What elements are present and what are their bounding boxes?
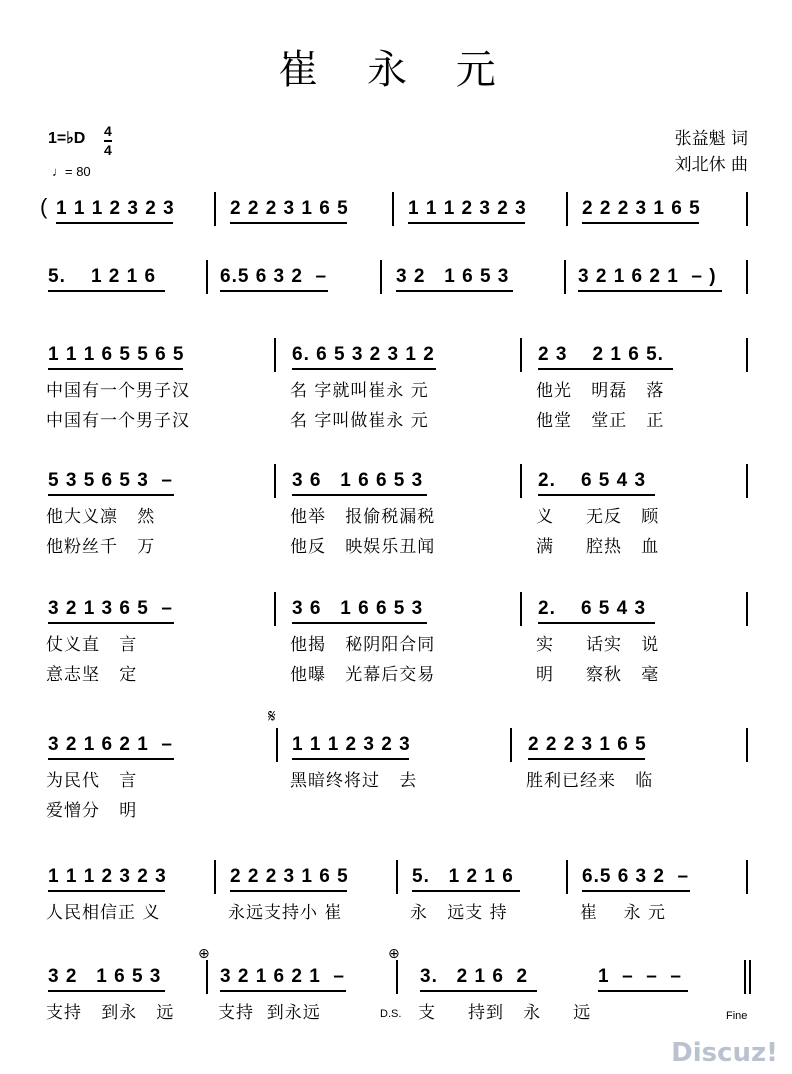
beam-line	[220, 990, 346, 992]
barline	[214, 860, 216, 894]
beam-line	[48, 622, 174, 624]
beam-line	[412, 890, 520, 892]
measure-notes: 3 2 1 6 2 1 –	[220, 966, 345, 987]
barline	[206, 260, 208, 294]
lyric-line-2: 名 字叫做崔永 元	[290, 411, 429, 431]
lyric-line-1: 永远支持小 崔	[228, 903, 343, 923]
barline	[274, 592, 276, 626]
tempo-marking: ♩= 80	[52, 164, 91, 179]
key-signature: 1=♭D	[48, 130, 86, 147]
measure-notes: 3 2 1 6 2 1 – )	[578, 266, 717, 287]
measure-notes: 5 3 5 6 5 3 –	[48, 470, 173, 491]
measure-notes: 2 3 2 1 6 5.	[538, 344, 664, 365]
measure-notes: 1 1 1 6 5 5 6 5	[48, 344, 185, 365]
lyric-line-2: 明 察秋 毫	[536, 665, 660, 685]
beam-line	[230, 890, 347, 892]
lyric-line-2: 他反 映娱乐丑闻	[290, 537, 436, 557]
lyric-line-2: 他粉丝千 万	[46, 537, 156, 557]
measure-notes: 5. 1 2 1 6	[412, 866, 514, 887]
beam-line	[48, 890, 165, 892]
lyric-line-2: 他曝 光幕后交易	[290, 665, 436, 685]
barline	[396, 860, 398, 894]
measure-notes: 1 1 1 2 3 2 3	[408, 198, 527, 219]
measure-notes: 1 1 1 2 3 2 3	[56, 198, 175, 219]
lyric-line-1: 永 远支 持	[410, 903, 508, 923]
lyric-line-1: 崔 永 元	[580, 903, 667, 923]
measure-notes: 3 6 1 6 6 5 3	[292, 598, 424, 619]
measure-notes: 6. 6 5 3 2 3 1 2	[292, 344, 435, 365]
beam-line	[396, 290, 513, 292]
lyric-line-1: 义 无反 顾	[536, 507, 660, 527]
lyric-line-1: 人民相信正 义	[46, 903, 161, 923]
barline	[744, 960, 746, 994]
barline	[746, 260, 748, 294]
measure-notes: 2 2 2 3 1 6 5	[582, 198, 701, 219]
barline	[276, 728, 278, 762]
lyric-line-2: 意志坚 定	[46, 665, 138, 685]
beam-line	[292, 368, 436, 370]
time-numerator: 4	[104, 123, 112, 139]
beam-line	[48, 368, 183, 370]
lyric-line-1: 名 字就叫崔永 元	[290, 381, 429, 401]
lyric-line-2: 他堂 堂正 正	[536, 411, 665, 431]
beam-line	[582, 890, 690, 892]
lyric-line-2: 满 腔热 血	[536, 537, 660, 557]
composer-credit: 刘北休 曲	[674, 155, 748, 175]
measure-notes: 3 2 1 6 5 3	[48, 966, 162, 987]
barline	[396, 960, 398, 994]
time-denominator: 4	[104, 142, 112, 158]
measure-notes: 2 2 2 3 1 6 5	[230, 866, 349, 887]
barline	[520, 592, 522, 626]
beam-line	[408, 222, 525, 224]
measure-notes: 2 2 2 3 1 6 5	[528, 734, 647, 755]
beam-line	[538, 494, 655, 496]
lyric-line-1: 他大义凛 然	[46, 507, 156, 527]
barline	[380, 260, 382, 294]
barline	[510, 728, 512, 762]
measure-notes: 3. 2 1 6 2	[420, 966, 529, 987]
barline	[749, 960, 751, 994]
time-signature	[104, 124, 112, 158]
coda-sign-2: ⊕	[388, 946, 400, 962]
lyric-line-2: 爱憎分 明	[46, 801, 138, 821]
measure-notes: 2. 6 5 4 3	[538, 470, 647, 491]
measure-notes: 3 2 1 6 2 1 –	[48, 734, 173, 755]
measure-notes: 1 – – –	[598, 966, 682, 987]
lyric-line-1: 支 持到 永 远	[418, 1003, 592, 1023]
measure-notes: 6.5 6 3 2 –	[582, 866, 690, 887]
lyric-line-1: 他举 报偷税漏税	[290, 507, 436, 527]
barline	[392, 192, 394, 226]
beam-line	[598, 990, 688, 992]
watermark: Discuz!	[671, 1038, 778, 1068]
lyric-line-1: 中国有一个男子汉	[46, 381, 190, 401]
measure-notes: 3 6 1 6 6 5 3	[292, 470, 424, 491]
beam-line	[48, 290, 165, 292]
barline	[746, 464, 748, 498]
coda-sign-1: ⊕	[198, 946, 210, 962]
barline	[746, 192, 748, 226]
beam-line	[230, 222, 347, 224]
lyric-line-1: 仗义直 言	[46, 635, 138, 655]
barline	[520, 338, 522, 372]
beam-line	[420, 990, 537, 992]
lyric-line-1: 黑暗终将过 去	[290, 771, 418, 791]
barline	[274, 464, 276, 498]
fine-marking: Fine	[726, 1010, 748, 1022]
measure-notes: 2 2 2 3 1 6 5	[230, 198, 349, 219]
measure-notes: 5. 1 2 1 6	[48, 266, 157, 287]
barline	[206, 960, 208, 994]
beam-line	[528, 758, 645, 760]
song-title: 崔 永 元	[278, 47, 514, 93]
beam-line	[56, 222, 173, 224]
repeat-open-paren: (	[40, 194, 48, 219]
beam-line	[538, 368, 673, 370]
segno-sign: 𝄋	[268, 706, 276, 727]
lyric-line-2: 中国有一个男子汉	[46, 411, 190, 431]
lyric-line-1: 支持 到永 远	[46, 1003, 175, 1023]
measure-notes: 1 1 1 2 3 2 3	[48, 866, 167, 887]
beam-line	[292, 758, 409, 760]
beam-line	[48, 758, 174, 760]
lyric-line-1: 他揭 秘阴阳合同	[290, 635, 436, 655]
measure-notes: 6.5 6 3 2 –	[220, 266, 328, 287]
ds-marking: D.S.	[380, 1008, 402, 1020]
lyric-line-1: 为民代 言	[46, 771, 138, 791]
barline	[520, 464, 522, 498]
beam-line	[48, 990, 165, 992]
lyric-line-1: 他光 明磊 落	[536, 381, 665, 401]
lyricist-credit: 张益魁 词	[674, 129, 748, 149]
beam-line	[292, 494, 427, 496]
lyric-line-1: 支持 到永远	[218, 1003, 321, 1023]
barline	[746, 860, 748, 894]
beam-line	[48, 494, 174, 496]
measure-notes: 2. 6 5 4 3	[538, 598, 647, 619]
barline	[274, 338, 276, 372]
barline	[566, 192, 568, 226]
barline	[566, 860, 568, 894]
beam-line	[292, 622, 427, 624]
barline	[746, 592, 748, 626]
barline	[214, 192, 216, 226]
measure-notes: 3 2 1 3 6 5 –	[48, 598, 173, 619]
beam-line	[538, 622, 655, 624]
barline	[564, 260, 566, 294]
barline	[746, 338, 748, 372]
measure-notes: 1 1 1 2 3 2 3	[292, 734, 411, 755]
beam-line	[220, 290, 328, 292]
beam-line	[578, 290, 722, 292]
beam-line	[582, 222, 699, 224]
measure-notes: 3 2 1 6 5 3	[396, 266, 510, 287]
lyric-line-1: 胜利已经来 临	[526, 771, 654, 791]
barline	[746, 728, 748, 762]
lyric-line-1: 实 话实 说	[536, 635, 660, 655]
